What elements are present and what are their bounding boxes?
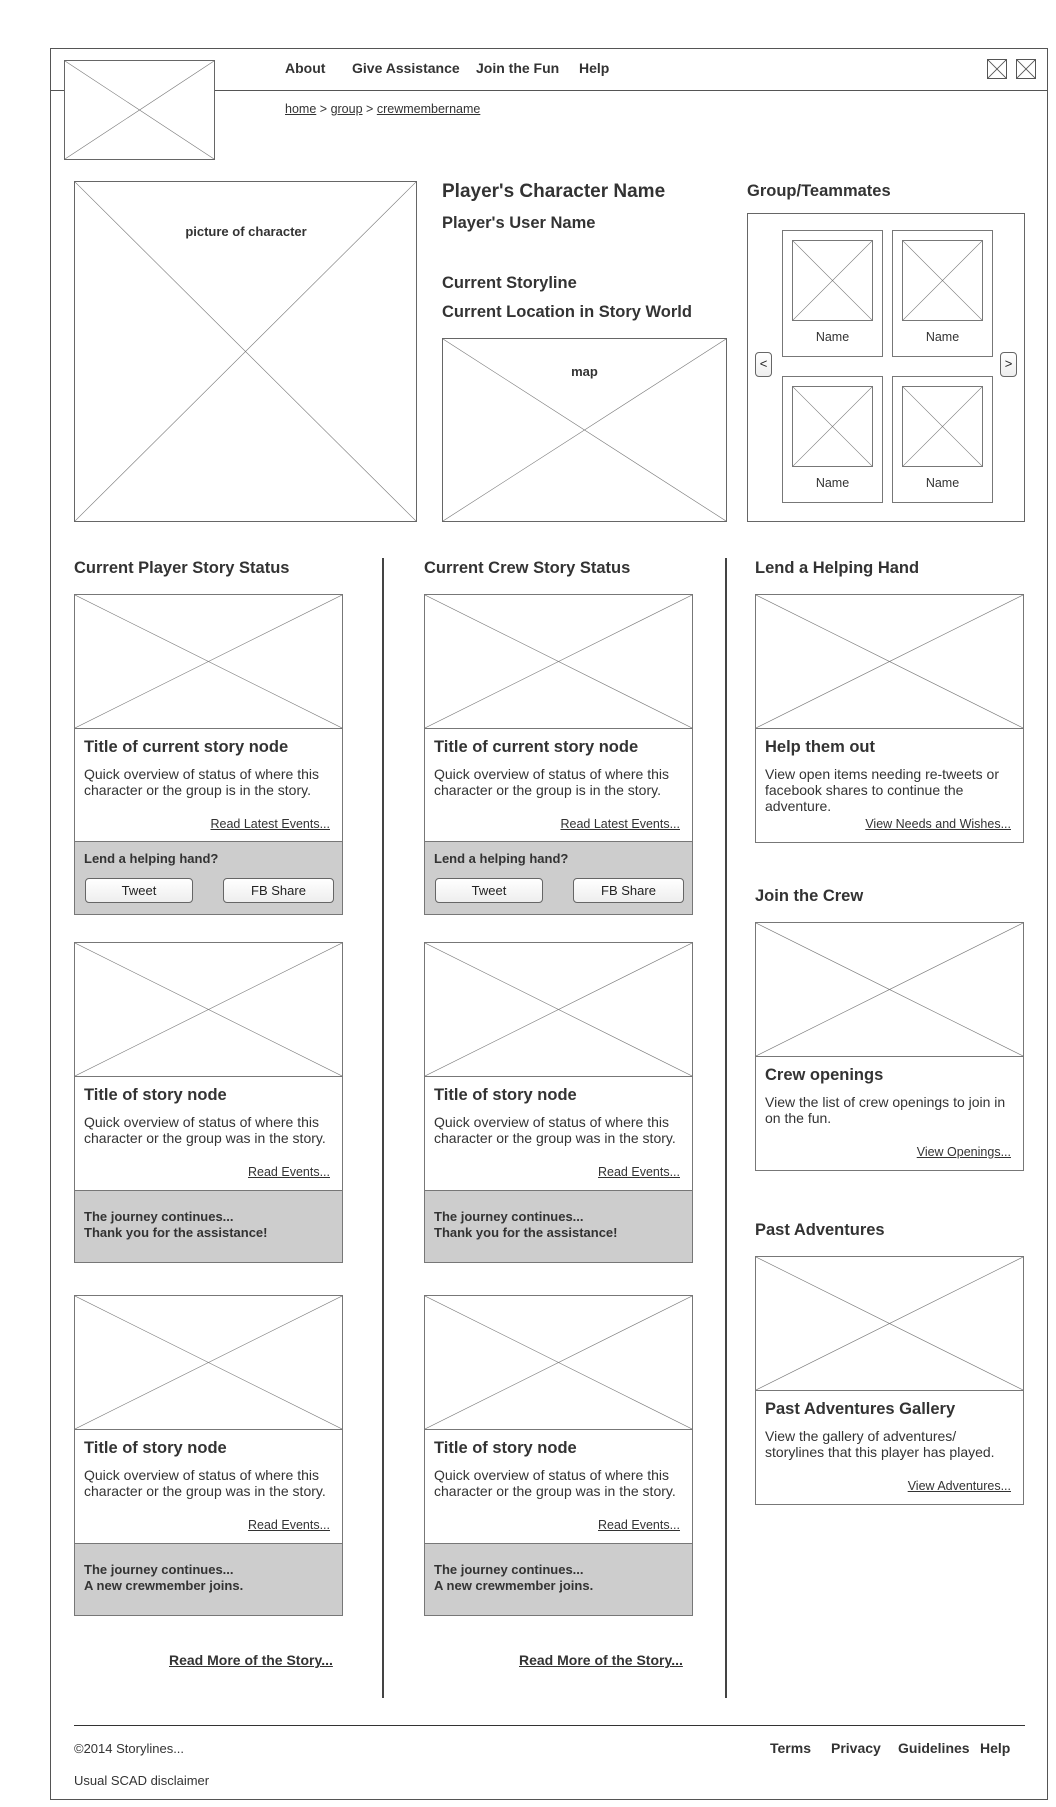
view-adventures-link[interactable]: View Adventures...	[907, 1479, 1011, 1493]
journey-line-2: A new crewmember joins.	[434, 1578, 594, 1593]
breadcrumb-separator: >	[366, 102, 374, 116]
teammate-avatar	[792, 386, 873, 467]
journey-line-2: Thank you for the assistance!	[84, 1225, 268, 1240]
story-node-title: Title of story node	[434, 1086, 577, 1104]
crew-story-card	[424, 942, 693, 1263]
join-crew-title: Join the Crew	[755, 887, 864, 905]
journey-panel	[75, 1543, 342, 1615]
story-node-desc: Quick overview of status of where this character or the group was in the story.	[84, 1114, 326, 1146]
player-story-card	[74, 942, 343, 1263]
story-node-image	[75, 595, 342, 729]
character-picture-label: picture of character	[185, 224, 307, 239]
journey-line-2: A new crewmember joins.	[84, 1578, 244, 1593]
teammates-prev-button[interactable]: <	[755, 352, 772, 377]
teammate-avatar	[792, 240, 873, 321]
help-title: Help them out	[765, 738, 875, 756]
help-card	[755, 594, 1024, 843]
fb-share-button[interactable]: FB Share	[573, 878, 684, 903]
footer-help-link[interactable]: Help	[980, 1740, 1011, 1756]
story-node-desc: Quick overview of status of where this character or the group was in the story.	[84, 1467, 326, 1499]
crew-status-title: Current Crew Story Status	[424, 559, 631, 577]
footer-terms-link[interactable]: Terms	[770, 1740, 811, 1756]
help-image	[756, 595, 1023, 729]
journey-line-2: Thank you for the assistance!	[434, 1225, 618, 1240]
breadcrumb-home[interactable]: home	[285, 102, 317, 116]
teammate-avatar	[902, 386, 983, 467]
read-events-link[interactable]: Read Events...	[598, 1165, 680, 1179]
story-node-image	[425, 1296, 692, 1430]
journey-panel	[425, 1190, 692, 1262]
lend-hand-panel	[425, 841, 692, 914]
footer-privacy-link[interactable]: Privacy	[831, 1740, 881, 1756]
nav-join-the-fun[interactable]: Join the Fun	[476, 60, 560, 76]
group-title: Group/Teammates	[747, 182, 891, 200]
past-desc: View the gallery of adventures/ storylines that this player has played.	[765, 1428, 995, 1460]
teammate-card[interactable]	[782, 230, 883, 357]
past-card	[755, 1256, 1024, 1505]
column-divider	[725, 558, 727, 1698]
user-name: Player's User Name	[442, 214, 596, 232]
story-node-image	[425, 595, 692, 729]
join-card	[755, 922, 1024, 1171]
tweet-button[interactable]: Tweet	[435, 878, 543, 903]
fb-share-button[interactable]: FB Share	[223, 878, 334, 903]
past-title: Past Adventures Gallery	[765, 1400, 956, 1418]
join-title: Crew openings	[765, 1066, 884, 1084]
breadcrumb-separator: >	[319, 102, 328, 116]
column-divider	[382, 558, 384, 1698]
nav-give-assistance[interactable]: Give Assistance	[352, 60, 460, 76]
lend-hand-panel	[75, 841, 342, 914]
story-node-title: Title of story node	[434, 1439, 577, 1457]
teammate-card[interactable]	[892, 230, 993, 357]
story-node-image	[75, 1296, 342, 1430]
window-icon[interactable]	[1016, 59, 1036, 79]
teammate-name: Name	[925, 476, 960, 490]
player-read-more-link[interactable]: Read More of the Story...	[169, 1652, 333, 1668]
help-desc: View open items needing re-tweets or facebook shares to continue the adventure.	[765, 766, 999, 814]
story-node-title: Title of current story node	[84, 738, 289, 756]
window-icon[interactable]	[987, 59, 1007, 79]
current-location: Current Location in Story World	[442, 303, 692, 321]
character-name: Player's Character Name	[442, 181, 666, 202]
footer-guidelines-link[interactable]: Guidelines	[898, 1740, 970, 1756]
crew-story-card	[424, 1295, 693, 1616]
journey-panel	[425, 1543, 692, 1615]
teammate-card[interactable]	[782, 376, 883, 503]
story-node-title: Title of story node	[84, 1086, 227, 1104]
story-node-image	[75, 943, 342, 1077]
map-placeholder[interactable]	[442, 338, 727, 522]
map-label: map	[571, 364, 598, 379]
story-node-desc: Quick overview of status of where this character or the group is in the story.	[84, 766, 319, 798]
journey-line-1: The journey continues...	[434, 1209, 584, 1224]
read-events-link[interactable]: Read Events...	[248, 1518, 330, 1532]
copyright: ©2014 Storylines...	[74, 1741, 185, 1756]
view-openings-link[interactable]: View Openings...	[916, 1145, 1011, 1159]
story-node-desc: Quick overview of status of where this character or the group is in the story.	[434, 766, 669, 798]
read-events-link[interactable]: Read Events...	[248, 1165, 330, 1179]
story-node-image	[425, 943, 692, 1077]
player-story-card-current	[74, 594, 343, 915]
footer-divider	[74, 1725, 1025, 1726]
view-needs-link[interactable]: View Needs and Wishes...	[865, 817, 1011, 831]
lend-hand-label: Lend a helping hand?	[84, 851, 219, 866]
current-storyline: Current Storyline	[442, 274, 577, 292]
crew-read-more-link[interactable]: Read More of the Story...	[519, 1652, 683, 1668]
player-story-card	[74, 1295, 343, 1616]
teammates-next-button[interactable]: >	[1000, 352, 1017, 377]
story-node-desc: Quick overview of status of where this character or the group was in the story.	[434, 1467, 676, 1499]
read-events-link[interactable]: Read Events...	[598, 1518, 680, 1532]
join-image	[756, 923, 1023, 1057]
character-picture	[74, 181, 417, 522]
lend-helping-hand-title: Lend a Helping Hand	[755, 559, 920, 577]
breadcrumb-crewmember[interactable]: crewmembername	[376, 102, 481, 116]
journey-line-1: The journey continues...	[84, 1562, 234, 1577]
read-latest-events-link[interactable]: Read Latest Events...	[210, 817, 330, 831]
player-status-title: Current Player Story Status	[74, 559, 290, 577]
teammate-avatar	[902, 240, 983, 321]
past-image	[756, 1257, 1023, 1391]
journey-line-1: The journey continues...	[434, 1562, 584, 1577]
journey-line-1: The journey continues...	[84, 1209, 234, 1224]
teammate-name: Name	[815, 476, 850, 490]
breadcrumb	[285, 102, 480, 116]
disclaimer: Usual SCAD disclaimer	[74, 1773, 210, 1788]
story-node-desc: Quick overview of status of where this character or the group was in the story.	[434, 1114, 676, 1146]
nav-help[interactable]: Help	[579, 60, 610, 76]
nav-about[interactable]: About	[285, 60, 326, 76]
teammate-name: Name	[925, 330, 960, 344]
breadcrumb-group[interactable]: group	[330, 102, 363, 116]
story-node-title: Title of current story node	[434, 738, 639, 756]
journey-panel	[75, 1190, 342, 1262]
read-latest-events-link[interactable]: Read Latest Events...	[560, 817, 680, 831]
tweet-button[interactable]: Tweet	[85, 878, 193, 903]
past-adventures-title: Past Adventures	[755, 1221, 885, 1239]
teammate-name: Name	[815, 330, 850, 344]
teammate-card[interactable]	[892, 376, 993, 503]
lend-hand-label: Lend a helping hand?	[434, 851, 569, 866]
logo-placeholder[interactable]	[64, 60, 215, 160]
crew-story-card-current	[424, 594, 693, 915]
story-node-title: Title of story node	[84, 1439, 227, 1457]
join-desc: View the list of crew openings to join in on the fun.	[765, 1094, 1006, 1126]
